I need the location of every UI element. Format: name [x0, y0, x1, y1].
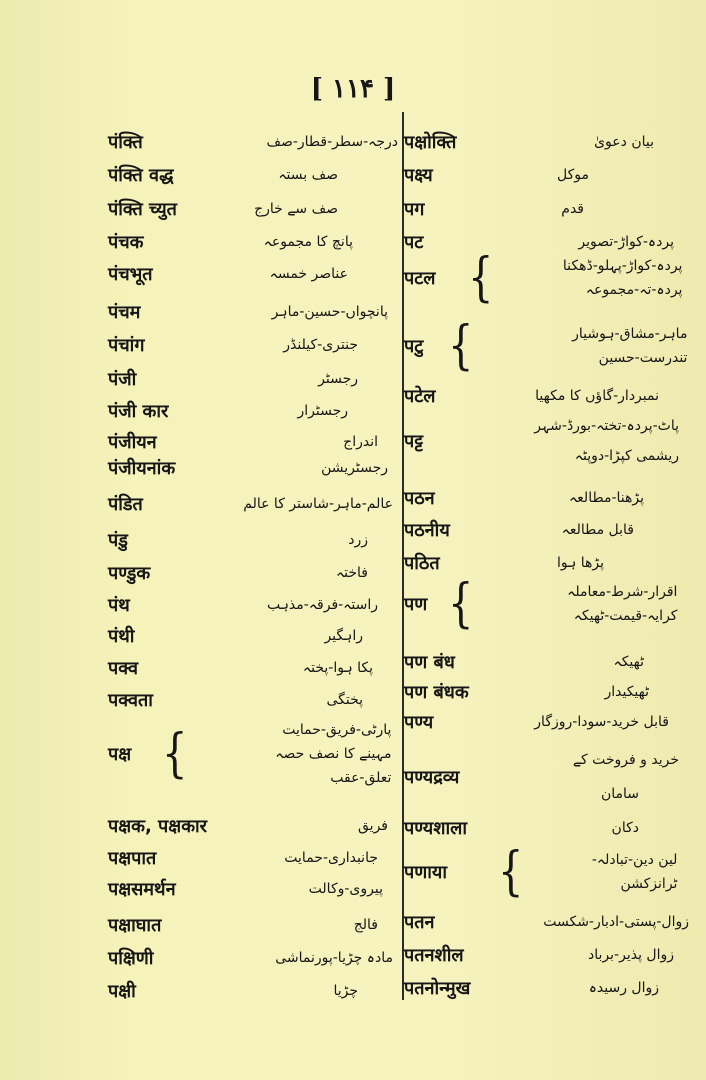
dictionary-entry	[108, 979, 358, 1003]
dictionary-entry	[108, 492, 393, 516]
definition: عالم-ماہر-شاستر کا عالم	[243, 496, 393, 512]
headword: पंडित	[108, 494, 143, 515]
brace: {	[448, 316, 474, 376]
dictionary-entry	[108, 846, 378, 870]
headword: पटेल	[404, 386, 436, 407]
definition: ماہر-مشاق-ہوشیار	[572, 326, 688, 342]
definition: صف بستہ	[278, 167, 338, 183]
headword: पट्ट	[404, 431, 424, 452]
dictionary-entry	[404, 976, 659, 1000]
headword: पतन	[404, 912, 435, 933]
definition: چڑیا	[333, 983, 358, 999]
dictionary-entry	[404, 816, 639, 840]
headword: पंजीयन	[108, 432, 157, 453]
dictionary-entry	[108, 333, 358, 357]
headword: पक्षक, पक्षकार	[108, 816, 208, 837]
dictionary-entry	[404, 414, 679, 468]
headword: पठनीय	[404, 520, 450, 541]
dictionary-entry	[404, 943, 674, 967]
brace: {	[162, 724, 188, 784]
definition: مہینے کا نصف حصہ	[275, 746, 392, 762]
definition: رجسٹریشن	[321, 460, 388, 476]
definition: موکل	[557, 167, 589, 183]
definition-group	[477, 580, 677, 628]
dictionary-entry	[404, 574, 678, 634]
dictionary-entry	[108, 163, 338, 187]
dictionary-entry	[108, 718, 391, 790]
dictionary-entry	[108, 528, 368, 552]
headword: पंचभूत	[108, 264, 153, 285]
definition: پڑھا ہوا	[556, 555, 604, 571]
dictionary-entry	[108, 262, 348, 286]
headword: पंचांग	[108, 335, 145, 356]
dictionary-entry	[404, 710, 669, 734]
definition: پردہ-تہ-مجموعہ	[585, 282, 683, 298]
dictionary-entry	[108, 130, 398, 154]
headword: पट	[404, 232, 424, 253]
definition: سامان	[600, 786, 639, 802]
headword: पठन	[404, 488, 435, 509]
definition: پانچواں-حسین-ماہر	[271, 304, 388, 320]
page-number: [ ۱۱۴ ]	[310, 74, 396, 104]
headword: पंजीयनांक	[108, 458, 176, 479]
dictionary-entry	[404, 230, 674, 254]
definition: زوال رسیدہ	[588, 980, 659, 996]
definition: دکان	[611, 820, 639, 836]
headword: पंक्ति वद्ध	[108, 165, 174, 186]
definition: جانبداری-حمایت	[284, 850, 378, 866]
dictionary-entry	[108, 399, 348, 423]
headword: पक्षिणी	[108, 948, 154, 969]
definition: ریشمی کپڑا-دوپٹہ	[574, 448, 679, 464]
headword: पण्यशाला	[404, 818, 467, 839]
definition: زوال پذیر-برباد	[588, 947, 674, 963]
headword: पण बंध	[404, 652, 455, 673]
dictionary-entry	[404, 316, 688, 376]
definition: پکا ہوا-پختہ	[302, 660, 373, 676]
headword: पंक्ति	[108, 132, 143, 153]
dictionary-entry	[404, 748, 679, 806]
definition: نمبردار-گاؤں کا مکھیا	[535, 388, 659, 404]
headword: पक्षाघात	[108, 915, 162, 936]
dictionary-entry	[404, 551, 604, 575]
definition: قابل مطالعہ	[561, 522, 634, 538]
definition: اقرار-شرط-معاملہ	[567, 584, 678, 600]
definition: جنتری-کیلنڈر	[283, 337, 358, 353]
dictionary-entry	[404, 384, 659, 408]
definition: ٹھیکیدار	[604, 684, 649, 700]
headword: पक्वता	[108, 690, 153, 711]
definition: قدم	[561, 201, 584, 217]
definition: پردہ-کواڑ-پہلو-ڈھکنا	[562, 258, 683, 274]
headword: पतनशील	[404, 945, 464, 966]
definition: ٹھیکہ	[613, 654, 644, 670]
definition: رجسٹرار	[297, 403, 348, 419]
brace: {	[448, 574, 474, 634]
dictionary-entry	[404, 197, 584, 221]
headword: पण	[404, 594, 428, 615]
definition: بیان دعویٰ	[594, 134, 654, 150]
dictionary-entry	[108, 593, 378, 617]
dictionary-entry	[404, 910, 689, 934]
definition: پیروی-وکالت	[308, 881, 383, 897]
definition: فاختہ	[335, 565, 368, 581]
definition: زرد	[348, 532, 368, 548]
headword: पण्डुक	[108, 563, 151, 584]
headword: पक्ष	[108, 744, 132, 765]
definition: پارٹی-فریق-حمایت	[282, 722, 392, 738]
definition-group	[477, 322, 687, 370]
dictionary-entry	[108, 230, 353, 254]
headword: पग	[404, 199, 425, 220]
dictionary-entry	[108, 430, 378, 454]
dictionary-entry	[404, 650, 644, 674]
dictionary-entry	[108, 688, 363, 712]
brace: {	[468, 248, 494, 308]
headword: पंजी	[108, 369, 137, 390]
dictionary-entry	[404, 680, 649, 704]
dictionary-entry	[404, 518, 634, 542]
headword: पंक्ति च्युत	[108, 199, 177, 220]
definition: عناصر خمسہ	[269, 266, 348, 282]
dictionary-entry	[108, 877, 383, 901]
definition: قابل خرید-سودا-روزگار	[534, 714, 669, 730]
definition-group	[191, 718, 391, 790]
headword: पक्षी	[108, 981, 136, 1002]
definition: کرایہ-قیمت-ٹھیکہ	[573, 608, 678, 624]
headword: पतनोन्मुख	[404, 978, 471, 999]
definition: فالج	[353, 917, 378, 933]
dictionary-entry	[108, 913, 378, 937]
headword: पण्य	[404, 712, 434, 733]
dictionary-entry	[108, 197, 338, 221]
definition: پڑھنا-مطالعہ	[568, 490, 644, 506]
dictionary-entry	[108, 300, 388, 324]
definition: راستہ-فرقہ-مذہب	[266, 597, 378, 613]
dictionary-entry	[108, 656, 373, 680]
headword: पंडु	[108, 530, 128, 551]
dictionary-entry	[108, 814, 388, 838]
definition: پختگی	[326, 692, 363, 708]
definition: زوال-پستی-ادبار-شکست	[543, 914, 689, 930]
headword: पटल	[404, 268, 436, 289]
definition: خرید و فروخت کے	[572, 752, 679, 768]
headword: पंथी	[108, 626, 135, 647]
dictionary-entry	[108, 367, 358, 391]
definition: تندرست-حسین	[598, 350, 688, 366]
dictionary-entry	[404, 842, 678, 902]
definition: پانچ کا مجموعہ	[263, 234, 353, 250]
definition: تعلق-عقب	[330, 770, 392, 786]
headword: पक्षसमर्थन	[108, 879, 176, 900]
dictionary-entry	[404, 486, 644, 510]
definition-group	[497, 254, 682, 302]
headword: पक्षपात	[108, 848, 157, 869]
headword: पटु	[404, 336, 424, 357]
definition: صف سے خارج	[254, 201, 338, 217]
dictionary-entry	[404, 248, 683, 308]
dictionary-entry	[404, 130, 654, 154]
headword: पंथ	[108, 595, 130, 616]
definition: درجہ-سطر-قطار-صف	[266, 134, 398, 150]
definition: پردہ-کواڑ-تصویر	[578, 234, 674, 250]
headword: पंचक	[108, 232, 144, 253]
dictionary-entry	[108, 946, 393, 970]
definition: فریق	[358, 818, 388, 834]
headword: पक्ष्य	[404, 165, 433, 186]
definition: رجسٹر	[318, 371, 358, 387]
headword: पण्यद्रव्य	[404, 767, 460, 788]
headword: पक्षोक्ति	[404, 132, 457, 153]
definition: راہگیر	[324, 628, 363, 644]
dictionary-entry	[108, 624, 363, 648]
definition: ٹرانزکشن	[620, 876, 678, 892]
headword: पणाया	[404, 862, 448, 883]
dictionary-entry	[108, 456, 388, 480]
definition-group	[454, 414, 679, 468]
definition: اندراج	[343, 434, 378, 450]
definition: لین دین-تبادلہ-	[591, 852, 678, 868]
definition: پاٹ-پردہ-تختہ-بورڈ-شہر	[534, 418, 679, 434]
headword: पंजी कार	[108, 401, 169, 422]
dictionary-entry	[404, 163, 589, 187]
headword: पठित	[404, 553, 440, 574]
headword: पण बंधक	[404, 682, 469, 703]
dictionary-entry	[108, 561, 368, 585]
definition-group	[509, 748, 679, 806]
headword: पक्व	[108, 658, 139, 679]
brace: {	[498, 842, 524, 902]
definition: مادہ چڑیا-پورنماشی	[275, 950, 393, 966]
headword: पंचम	[108, 302, 141, 323]
definition-group	[527, 848, 677, 896]
